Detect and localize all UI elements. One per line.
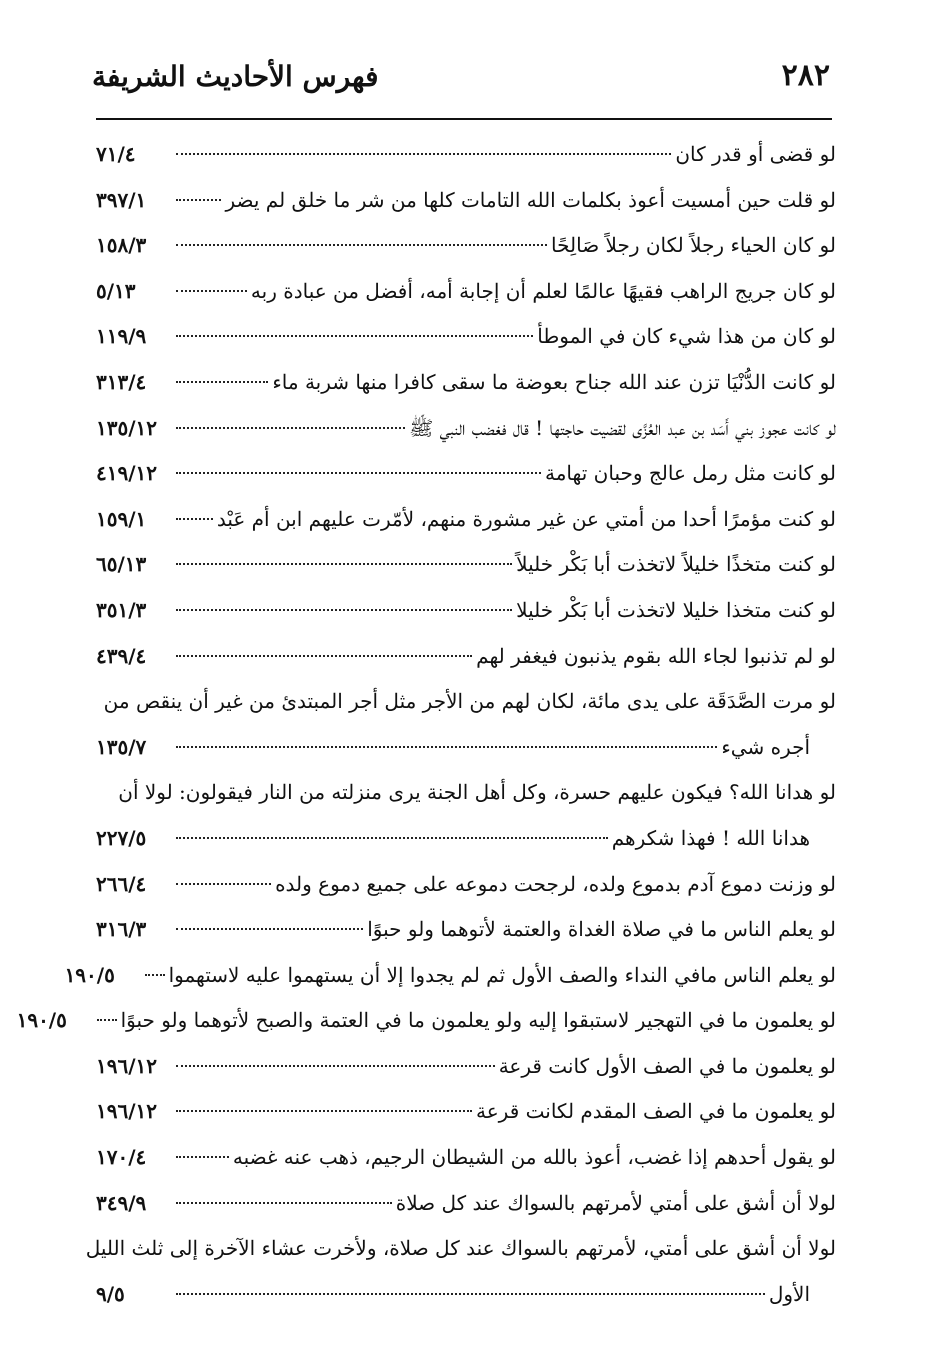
index-entry — [96, 1181, 836, 1227]
index-entry — [96, 679, 836, 770]
index-entry — [96, 1135, 836, 1181]
entry-text: لو كانت الدُّنْيَا تزن عند الله جناح بعوضة ما سقى كافرا منها شربة ماء — [272, 369, 836, 394]
entry-text: لو كان جريج الراهب فقيهًا عالمًا لعلم أن إجابة أمه، أفضل من عبادة ربه — [250, 278, 836, 303]
volume-page-ref: ١٣٥/١٢ — [96, 415, 158, 440]
dot-leader — [176, 928, 363, 930]
index-entry — [96, 497, 836, 543]
entry-line — [96, 314, 836, 360]
entry-text: لو كانت مثل رمل عالج وحبان تهامة — [545, 461, 836, 486]
entry-text: لو كان من هذا شيء كان في الموطأ — [537, 324, 836, 349]
entry-line — [96, 862, 836, 908]
volume-page-ref: ١٥٨/٣ — [96, 233, 147, 258]
entry-line — [96, 770, 836, 816]
index-entry — [96, 1089, 836, 1135]
entry-text: لو كنت متخذًا خليلاً لاتخذت أبا بَكْر خليلاً — [516, 552, 836, 577]
entry-text: لو قلت حين أمسيت أعوذ بكلمات الله التامات كلها من شر ما خلق لم يضر — [225, 187, 836, 212]
volume-page-ref: ٣١٣/٤ — [96, 369, 147, 394]
entry-text: لو كنت مؤمرًا أحدا من أمتي عن غير مشورة منهم، لأمّرت عليهم ابن أم عَبْد — [216, 506, 836, 531]
index-entry — [96, 1044, 836, 1090]
volume-page-ref: ١٩٦/١٢ — [96, 1099, 158, 1124]
dot-leader — [176, 837, 608, 839]
index-entry — [16, 998, 836, 1044]
entry-line — [96, 634, 836, 680]
index-entry — [85, 1226, 836, 1317]
index-entry — [96, 451, 836, 497]
entry-line — [96, 1089, 836, 1135]
entry-text: لو هدانا الله؟ فيكون عليهم حسرة، وكل أهل الجنة يرى منزلته من النار فيقولون: لولا أن — [118, 780, 836, 805]
volume-page-ref: ٤١٩/١٢ — [96, 461, 158, 486]
volume-page-ref: ٦٥/١٣ — [96, 552, 147, 577]
entry-line — [96, 542, 836, 588]
dot-leader — [176, 1065, 495, 1067]
dot-leader — [176, 518, 213, 520]
entry-continuation: هدانا الله ! فهذا شكرهم — [611, 825, 810, 850]
entry-text: لو يعلمون ما في التهجير لاستبقوا إليه ولو يعلمون ما في العتمة والصبح لأتوهما ولو حبوًا — [120, 1008, 836, 1033]
entry-text: لو يعلمون ما في الصف المقدم لكانت قرعة — [476, 1099, 836, 1124]
volume-page-ref: ٧١/٤ — [96, 142, 136, 166]
dot-leader — [176, 244, 547, 246]
entry-text: لو مرت الصَّدَقَة على يدى مائة، لكان لهم من الأجر مثل أجر المبتدئ من غير أن ينقص من — [103, 689, 836, 714]
volume-page-ref: ١٩٠/٥ — [64, 962, 115, 987]
entry-line — [96, 679, 836, 725]
entry-line — [96, 1135, 836, 1181]
dot-leader — [176, 199, 221, 201]
index-entry — [96, 132, 836, 178]
header-rule — [96, 118, 832, 120]
dot-leader — [176, 472, 541, 474]
entry-line — [96, 816, 836, 862]
volume-page-ref: ١٩٦/١٢ — [96, 1053, 158, 1078]
entry-text: لو قضى أو قدر كان — [675, 142, 836, 166]
entry-line — [96, 725, 836, 771]
index-entry — [96, 406, 836, 452]
dot-leader — [176, 609, 512, 611]
index-entry — [96, 907, 836, 953]
entry-line — [96, 907, 836, 953]
index-entry — [96, 360, 836, 406]
volume-page-ref: ١١٩/٩ — [96, 324, 147, 349]
dot-leader — [176, 335, 533, 337]
volume-page-ref: ١٥٩/١ — [96, 506, 147, 531]
index-entry — [96, 223, 836, 269]
entry-text: لو كانت عجوز بني أَسَد بن عبد العُزَّى لقضيت حاجتها ! قال فغضب النبي ﷺ — [409, 415, 836, 440]
dot-leader — [176, 1156, 229, 1158]
index-entry — [96, 269, 836, 315]
volume-page-ref: ٤٣٩/٤ — [96, 643, 147, 668]
hadith-index-list — [16, 132, 836, 1317]
index-entry — [96, 542, 836, 588]
dot-leader — [176, 1110, 472, 1112]
dot-leader — [176, 290, 247, 292]
volume-page-ref: ١٩٠/٥ — [16, 1008, 67, 1033]
entry-line — [85, 1226, 836, 1272]
volume-page-ref: ٣٤٩/٩ — [96, 1190, 147, 1215]
volume-page-ref: ١٣٥/٧ — [96, 734, 147, 759]
entry-line — [96, 360, 836, 406]
index-entry — [64, 953, 836, 999]
dot-leader — [97, 1019, 117, 1021]
entry-continuation: أجره شيء — [721, 734, 810, 759]
index-entry — [96, 862, 836, 908]
volume-page-ref: ٣٩٧/١ — [96, 187, 147, 212]
index-entry — [96, 314, 836, 360]
volume-page-ref: ٣١٦/٣ — [96, 917, 147, 942]
entry-text: لولا أن أشق على أمتي لأمرتهم بالسواك عند كل صلاة — [395, 1190, 836, 1215]
index-entry — [96, 588, 836, 634]
entry-text: لو يعلمون ما في الصف الأول كانت قرعة — [498, 1053, 836, 1078]
entry-line — [96, 269, 836, 315]
volume-page-ref: ١٧٠/٤ — [96, 1145, 147, 1170]
entry-line — [96, 497, 836, 543]
index-entry — [96, 770, 836, 861]
entry-line — [96, 223, 836, 269]
entry-line — [64, 953, 836, 999]
entry-line — [96, 1044, 836, 1090]
entry-text: لو يعلم الناس ما في صلاة الغداة والعتمة لأتوهما ولو حبوًا — [367, 917, 836, 942]
entry-line — [96, 178, 836, 224]
page-number: ٢٨٢ — [781, 58, 830, 93]
entry-line — [96, 451, 836, 497]
volume-page-ref: ٢٦٦/٤ — [96, 871, 147, 896]
entry-text: لو لم تذنبوا لجاء الله بقوم يذنبون فيغفر لهم — [476, 643, 836, 668]
dot-leader — [176, 563, 512, 565]
dot-leader — [176, 1293, 765, 1295]
volume-page-ref: ٣٥١/٣ — [96, 597, 147, 622]
volume-page-ref: ٩/٥ — [96, 1281, 125, 1306]
entry-line — [96, 1181, 836, 1227]
volume-page-ref: ٥/١٣ — [96, 278, 136, 303]
dot-leader — [176, 746, 717, 748]
dot-leader — [176, 883, 271, 885]
dot-leader — [176, 153, 671, 155]
entry-text: لو يقول أحدهم إذا غضب، أعوذ بالله من الشيطان الرجيم، ذهب عنه غضبه — [232, 1145, 836, 1170]
dot-leader — [176, 655, 472, 657]
entry-line — [16, 998, 836, 1044]
index-entry — [96, 634, 836, 680]
dot-leader — [176, 427, 405, 429]
dot-leader — [176, 1202, 392, 1204]
dot-leader — [176, 381, 268, 383]
dot-leader — [145, 974, 165, 976]
entry-text: لولا أن أشق على أمتي، لأمرتهم بالسواك عند كل صلاة، ولأخرت عشاء الآخرة إلى ثلث الليل — [85, 1236, 836, 1261]
volume-page-ref: ٢٢٧/٥ — [96, 825, 147, 850]
entry-line — [96, 132, 836, 178]
entry-text: لو كنت متخذا خليلا لاتخذت أبا بَكْر خليلا — [516, 597, 836, 622]
entry-line — [96, 406, 836, 452]
entry-line — [96, 1272, 836, 1318]
running-title: فهرس الأحاديث الشريفة — [92, 60, 379, 93]
entry-line — [96, 588, 836, 634]
entry-text: لو وزنت دموع آدم بدموع ولده، لرجحت دموعه على جميع دموع ولده — [275, 871, 836, 896]
entry-continuation: الأول — [768, 1281, 810, 1306]
entry-text: لو يعلم الناس مافي النداء والصف الأول ثم لم يجدوا إلا أن يستهموا عليه لاستهموا — [168, 962, 836, 987]
entry-text: لو كان الحياء رجلاً لكان رجلاً صَالِحًا — [551, 233, 836, 258]
index-entry — [96, 178, 836, 224]
